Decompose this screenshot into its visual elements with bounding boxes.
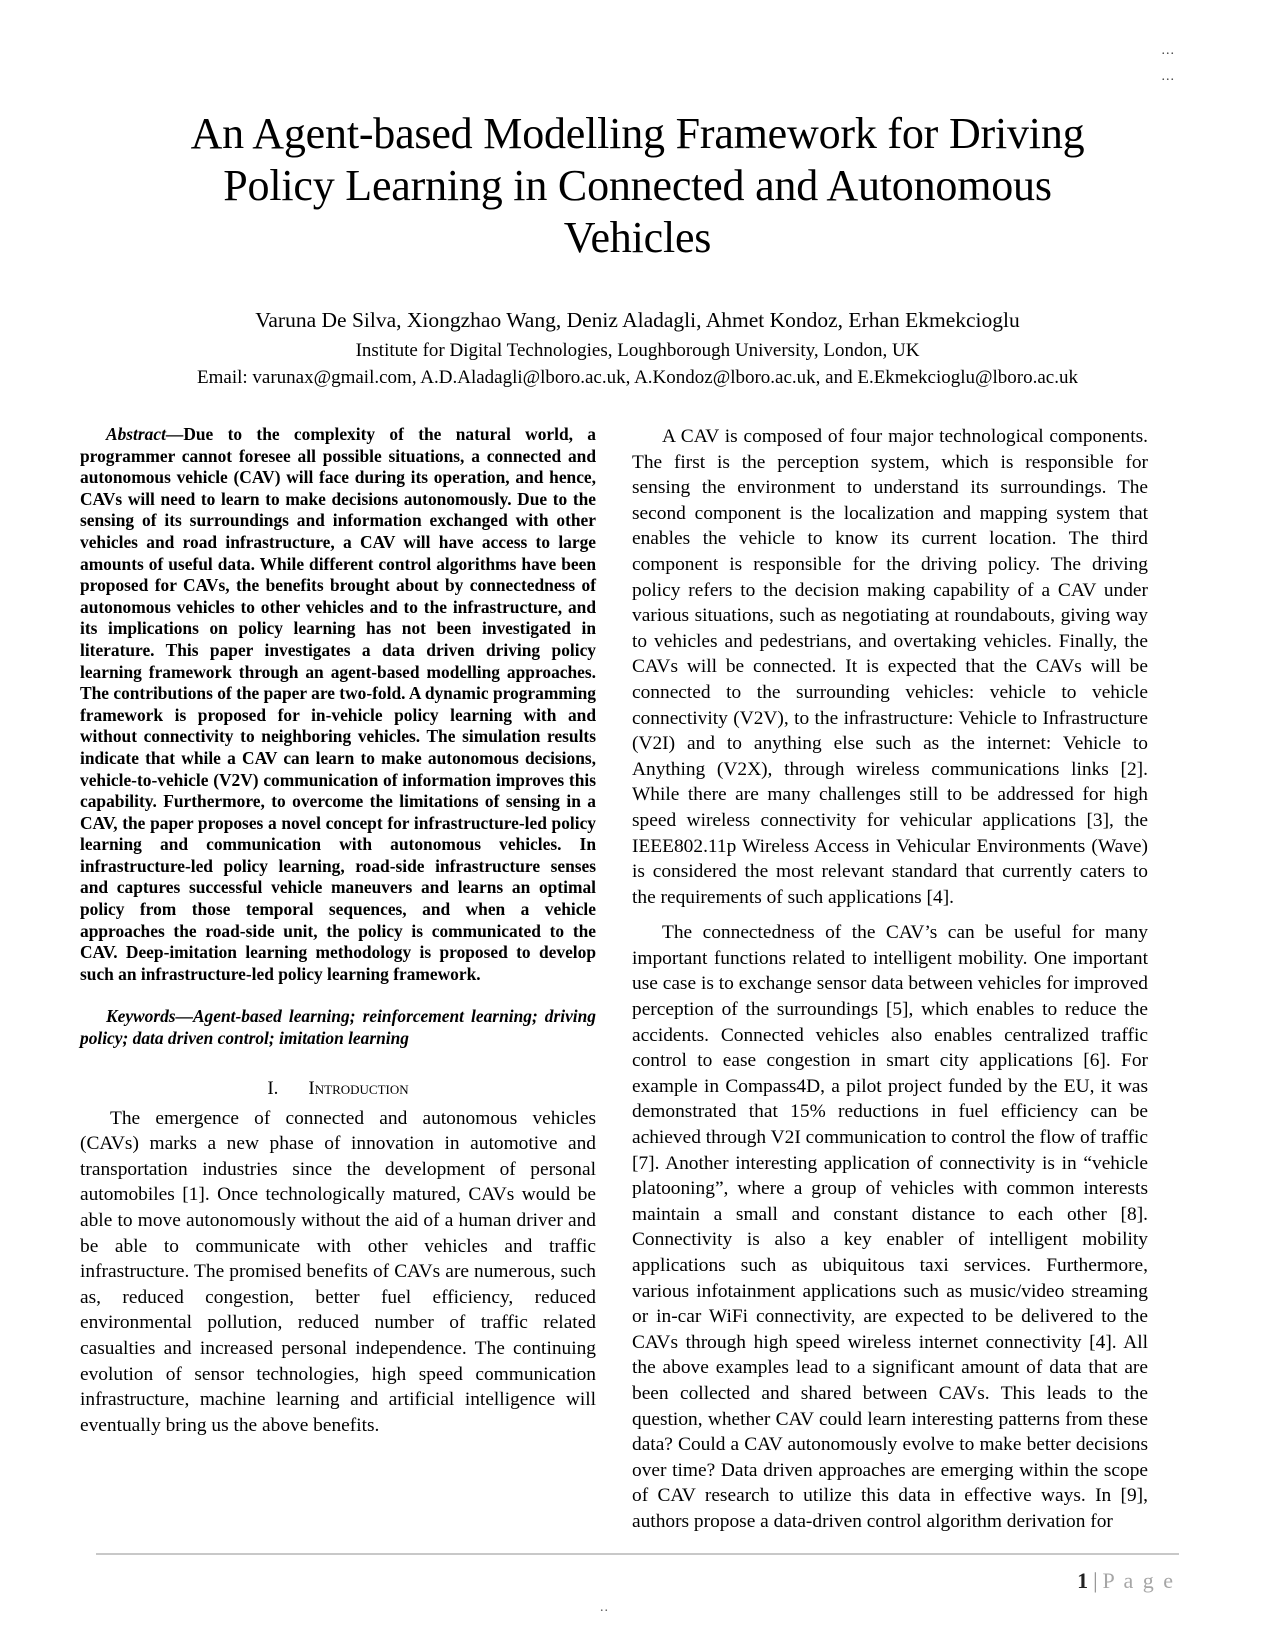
affiliation-line: Institute for Digital Technologies, Loughborough University, London, UK: [355, 340, 920, 361]
introduction-paragraph-1: The emergence of connected and autonomous vehicles (CAVs) marks a new phase of innovation in automotive and transportation industries since the development of personal automobiles [1]. Once technologically matured, CAVs would be able to move autonomously without the aid of a human driver and be able to communicate with other vehicles and traffic infrastructure. The promised benefits of CAVs are numerous, such as, reduced congestion, better fuel efficiency, reduced environmental pollution, reduced number of traffic related casualties and increased personal independence. The continuing evolution of sensor technologies, high speed communication infrastructure, machine learning and artificial intelligence will eventually bring us the above benefits.: [80, 1107, 596, 1436]
left-column: [80, 424, 596, 1535]
abstract-body: Due to the complexity of the natural world, a programmer cannot foresee all possible situations, a connected and autonomous vehicle (CAV) will face during its operation, and hence, CAVs will need to learn to make decisions autonomously. Due to the sensing of its surroundings and information exchanged with other vehicles and road infrastructure, a CAV will have access to large amounts of useful data. While different control algorithms have been proposed for CAVs, the benefits brought about by connectedness of autonomous vehicles to other vehicles and to the infrastructure, and its implications on policy learning has not been investigated in literature. This paper investigates a data driven driving policy learning framework through an agent-based modelling approaches. The contributions of the paper are two-fold. A dynamic programming framework is proposed for in-vehicle policy learning with and without connectivity to neighboring vehicles. The simulation results indicate that while a CAV can learn to make autonomous decisions, vehicle-to-vehicle (V2V) communication of information improves this capability. Furthermore, to overcome the limitations of sensing in a CAV, the paper proposes a novel concept for infrastructure-led policy learning and communication with autonomous vehicles. In infrastructure-led policy learning, road-side infrastructure senses and captures successful vehicle maneuvers and learns an optimal policy from those temporal sequences, and when a vehicle approaches the road-side unit, the policy is communicated to the CAV. Deep-imitation learning methodology is proposed to develop such an infrastructure-led policy learning framework.: [80, 424, 596, 984]
page-footer: [1077, 1567, 1175, 1595]
abstract-label: Abstract: [106, 424, 166, 444]
section-heading-introduction: [80, 1076, 596, 1102]
footer-divider: [96, 1553, 1179, 1555]
section-numeral: I.: [267, 1077, 279, 1099]
email-line: Email: varunax@gmail.com, A.D.Aladagli@lboro.ac.uk, A.Kondoz@lboro.ac.uk, and E.Ekmekcioglu@lboro.ac.uk: [197, 367, 1078, 388]
right-column-paragraph-1: A CAV is composed of four major technological components. The first is the perception system, which is responsible for sensing the environment to understand its surroundings. The second component is the localization and mapping system that enables the vehicle to know its current location. The third component is responsible for the driving policy. The driving policy refers to the decision making capability of a CAV under various situations, such as negotiating at roundabouts, giving way to vehicles and pedestrians, and overtaking vehicles. Finally, the CAVs will be connected. It is expected that the CAVs will be connected to the surrounding vehicles: vehicle to vehicle connectivity (V2V), to the infrastructure: Vehicle to Infrastructure (V2I) and to anything else such as the internet: Vehicle to Anything (V2X), through wireless communications links [2]. While there are many challenges still to be addressed for high speed wireless connectivity for vehicular applications [3], the IEEE802.11p Wireless Access in Vehicular Environments (Wave) is considered the most relevant standard that currently caters to the requirements of such applications [4].: [632, 426, 1148, 908]
title-block: [100, 108, 1175, 264]
running-header-line-1: ...: [1161, 43, 1175, 58]
running-header: [975, 38, 1175, 90]
body-columns: [80, 424, 1190, 1535]
footer-bottom-mark: ..: [600, 1600, 609, 1615]
abstract-dash: —: [165, 424, 184, 444]
running-header-line-2: ...: [1161, 69, 1175, 84]
footer-page-label: P a g e: [1102, 1568, 1175, 1593]
abstract-paragraph: [80, 424, 596, 985]
right-column: [632, 424, 1148, 1535]
keywords-paragraph: Keywords—Agent-based learning; reinforcement learning; driving policy; data driven control; imitation learning: [80, 1006, 596, 1049]
author-list: Varuna De Silva, Xiongzhao Wang, Deniz Aladagli, Ahmet Kondoz, Erhan Ekmekcioglu: [255, 308, 1020, 332]
page-title: An Agent-based Modelling Framework for Driving Policy Learning in Connected and Autonomous Vehicles: [190, 109, 1085, 262]
footer-page-number: 1: [1077, 1568, 1091, 1593]
footer-separator: |: [1093, 1568, 1100, 1593]
section-title: Introduction: [308, 1077, 409, 1099]
authors-block: [100, 305, 1175, 391]
right-column-paragraph-2: The connectedness of the CAV’s can be useful for many important functions related to intelligent mobility. One important use case is to exchange sensor data between vehicles for improved perception of the surroundings [5], which enables to reduce the accidents. Connected vehicles also enables centralized traffic control to ease congestion in smart city applications [6]. For example in Compass4D, a pilot project funded by the EU, it was demonstrated that 15% reductions in fuel efficiency can be achieved through V2I communication to control the flow of traffic [7]. Another interesting application of connectivity is in “vehicle platooning”, where a group of vehicles with common interests maintain a small and constant distance to each other [8]. Connectivity is also a key enabler of intelligent mobility applications such as ubiquitous taxi services. Furthermore, various infotainment applications such as music/video streaming or in-car WiFi connectivity, are expected to be delivered to the CAVs through high speed wireless internet connectivity [4]. All the above examples lead to a significant amount of data that are been collected and shared between CAVs. This leads to the question, whether CAV could learn interesting patterns from these data? Could a CAV autonomously evolve to make better decisions over time? Data driven approaches are emerging within the scope of CAV research to utilize this data in effective ways. In [9], authors propose a data-driven control algorithm derivation for: [632, 922, 1148, 1532]
